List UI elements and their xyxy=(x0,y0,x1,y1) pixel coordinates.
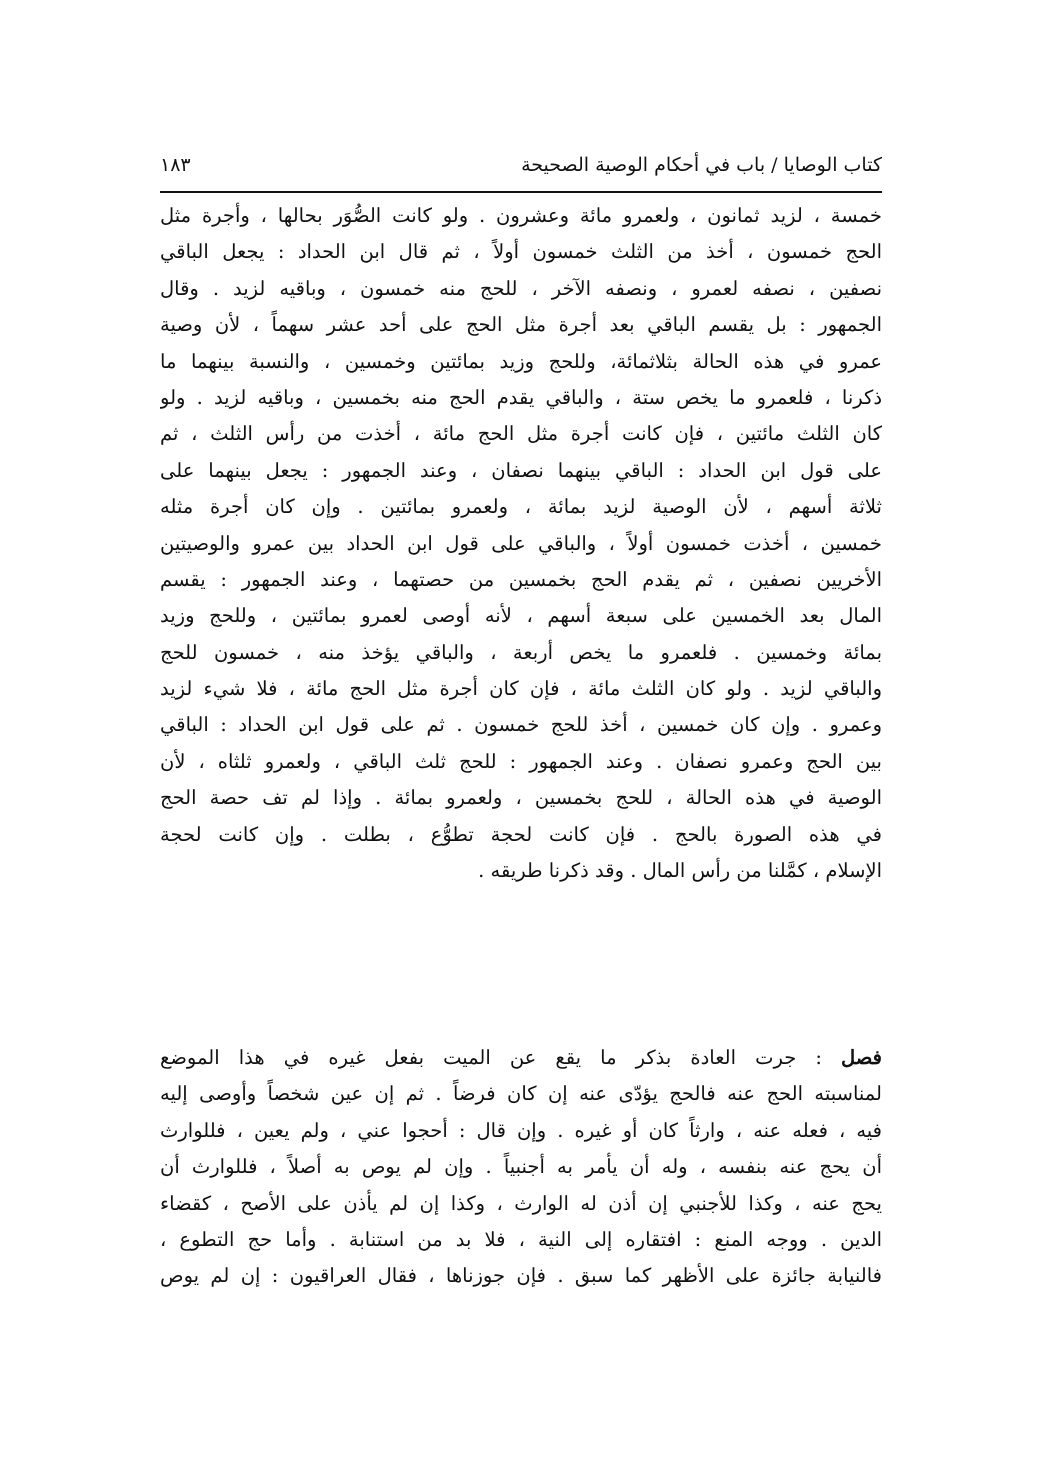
text-line: نصفين ، نصفه لعمرو ، ونصفه الآخر ، للحج منه خمسون ، وباقيه لزيد . وقال xyxy=(160,276,882,300)
text-line: الوصية في هذه الحالة ، للحج بخمسين ، ولعمرو بمائة . وإذا لم تف حصة الحج xyxy=(160,786,882,810)
text-line: الجمهور : بل يقسم الباقي بعد أجرة مثل الحج على أحد عشر سهماً ، لأن وصية xyxy=(160,313,882,337)
paragraph-2 xyxy=(160,1040,882,1295)
text-line: بين الحج وعمرو نصفان . وعند الجمهور : للحج ثلث الباقي ، ولعمرو ثلثاه ، لأن xyxy=(160,749,882,773)
text-line: الأخريين نصفين ، ثم يقدم الحج بخمسين من حصتهما ، وعند الجمهور : يقسم xyxy=(160,567,882,591)
text-line: المال بعد الخمسين على سبعة أسهم ، لأنه أوصى لعمرو بمائتين ، وللحج وزيد xyxy=(160,604,882,628)
text-line: كان الثلث مائتين ، فإن كانت أجرة مثل الحج مائة ، أخذت من رأس الثلث ، ثم xyxy=(160,422,882,446)
text-line: وعمرو . وإن كان خمسين ، أخذ للحج خمسون . ثم على قول ابن الحداد : الباقي xyxy=(160,713,882,737)
text-line: عمرو في هذه الحالة بثلاثمائة، وللحج وزيد بمائتين وخمسين ، والنسبة بينهما ما xyxy=(160,349,882,373)
text-line: أن يحج عنه بنفسه ، وله أن يأمر به أجنبياً . وإن لم يوص به أصلاً ، فللوارث أن xyxy=(160,1155,882,1179)
paragraph-1 xyxy=(160,198,882,889)
text-line: والباقي لزيد . ولو كان الثلث مائة ، فإن كان أجرة مثل الحج مائة ، فلا شيء لزيد xyxy=(160,677,882,701)
page-number: ١٨٣ xyxy=(160,154,191,176)
text-line: ثلاثة أسهم ، لأن الوصية لزيد بمائة ، ولعمرو بمائتين . وإن كان أجرة مثله xyxy=(160,495,882,519)
text-line: الدين . ووجه المنع : افتقاره إلى النية ، فلا بد من استنابة . وأما حج التطوع ، xyxy=(160,1227,882,1251)
text-line: فيه ، فعله عنه ، وارثاً كان أو غيره . وإن قال : أحجوا عني ، ولم يعين ، فللوارث xyxy=(160,1118,882,1142)
text-line: بمائة وخمسين . فلعمرو ما يخص أربعة ، والباقي يؤخذ منه ، خمسون للحج xyxy=(160,640,882,664)
text-line: في هذه الصورة بالحج . فإن كانت لحجة تطوُّع ، بطلت . وإن كانت لحجة xyxy=(160,822,882,846)
chapter-title: كتاب الوصايا / باب في أحكام الوصية الصحيحة xyxy=(521,154,882,176)
text-line: الحج خمسون ، أخذ من الثلث خمسون أولاً ، ثم قال ابن الحداد : يجعل الباقي xyxy=(160,240,882,264)
section-lead: فصل xyxy=(841,1046,882,1069)
text-line: يحج عنه ، وكذا للأجنبي إن أذن له الوارث ، وكذا إن لم يأذن على الأصح ، كقضاء xyxy=(160,1191,882,1215)
text-line: لمناسبته الحج عنه فالحج يؤدّى عنه إن كان فرضاً . ثم إن عين شخصاً وأوصى إليه xyxy=(160,1082,882,1106)
section-first-line: : جرت العادة بذكر ما يقع عن الميت بفعل غيره في هذا الموضع xyxy=(160,1046,841,1069)
text-line: ذكرنا ، فلعمرو ما يخص ستة ، والباقي يقدم الحج منه بخمسين ، وباقيه لزيد . ولو xyxy=(160,385,882,409)
text-line: فالنيابة جائزة على الأظهر كما سبق . فإن جوزناها ، فقال العراقيون : إن لم يوص xyxy=(160,1264,882,1288)
text-line: خمسة ، لزيد ثمانون ، ولعمرو مائة وعشرون . ولو كانت الصُّوَر بحالها ، وأجرة مثل xyxy=(160,204,882,227)
text-line: خمسين ، أخذت خمسون أولاً ، والباقي على قول ابن الحداد بين عمرو والوصيتين xyxy=(160,531,882,555)
text-line: على قول ابن الحداد : الباقي بينهما نصفان ، وعند الجمهور : يجعل بينهما على xyxy=(160,458,882,482)
text-line xyxy=(160,1040,882,1076)
text-line: الإسلام ، كمَّلنا من رأس المال . وقد ذكرنا طريقه . xyxy=(478,859,882,883)
running-header xyxy=(160,150,882,190)
header-rule xyxy=(160,191,882,193)
